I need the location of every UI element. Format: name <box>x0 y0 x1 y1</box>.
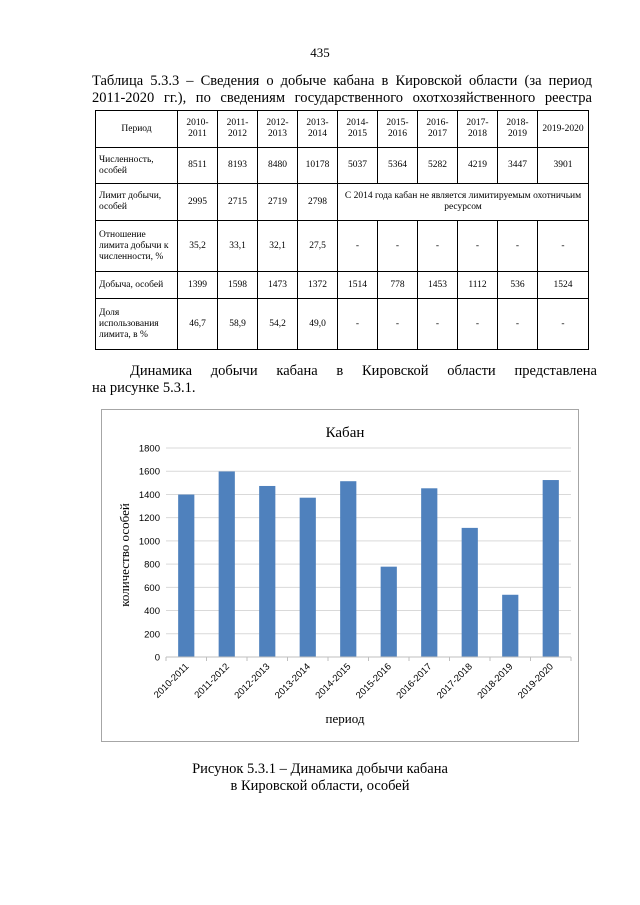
table-cell: 5037 <box>338 148 378 184</box>
table-cell: 1399 <box>178 272 218 299</box>
paragraph-line-1: Динамика добычи кабана в Кировской области представлена <box>130 363 597 379</box>
row-label: Доля использования лимита, в % <box>96 299 178 350</box>
x-tick-label: 2013-2014 <box>272 661 313 702</box>
x-tick-label: 2015-2016 <box>353 661 394 702</box>
chart-canvas <box>102 410 578 741</box>
table-row-population <box>96 148 589 184</box>
table-cell: 1453 <box>418 272 458 299</box>
y-tick-label: 1600 <box>138 466 160 478</box>
table-row-limit-ratio <box>96 221 589 272</box>
boar-harvest-table <box>95 110 589 350</box>
bar <box>259 486 275 657</box>
paragraph-line-2: на рисунке 5.3.1. <box>92 380 196 396</box>
x-tick-label: 2014-2015 <box>313 661 354 702</box>
chart-title: Кабан <box>325 425 365 441</box>
column-header: 2011-2012 <box>218 111 258 148</box>
row-label: Добыча, особей <box>96 272 178 299</box>
table-cell: - <box>338 299 378 350</box>
x-tick-label: 2018-2019 <box>475 661 516 702</box>
table-cell: 8480 <box>258 148 298 184</box>
table-row-harvest <box>96 272 589 299</box>
table-cell: 32,1 <box>258 221 298 272</box>
bar <box>178 495 194 657</box>
table-cell: 2719 <box>258 184 298 221</box>
table-cell: 1514 <box>338 272 378 299</box>
x-tick-label: 2011-2012 <box>192 661 232 701</box>
table-cell: 5282 <box>418 148 458 184</box>
table-cell: 1524 <box>538 272 589 299</box>
table-caption-line-1: Таблица 5.3.3 – Сведения о добыче кабана в Кировской области (за период <box>92 73 592 89</box>
table-cell: - <box>458 299 498 350</box>
table-row-limit <box>96 184 589 221</box>
table-cell: 8511 <box>178 148 218 184</box>
table-cell: - <box>378 299 418 350</box>
table-cell: 536 <box>498 272 538 299</box>
x-tick-labels <box>152 661 556 701</box>
bar <box>219 471 235 657</box>
table-cell: - <box>538 299 589 350</box>
y-tick-label: 400 <box>144 606 160 618</box>
bar <box>340 481 356 657</box>
row-label: Лимит добычи, особей <box>96 184 178 221</box>
figure-caption-line-1: Рисунок 5.3.1 – Динамика добычи кабана <box>192 761 448 777</box>
table-cell: - <box>498 299 538 350</box>
bar <box>300 498 316 657</box>
table-cell: 2715 <box>218 184 258 221</box>
table-cell: 58,9 <box>218 299 258 350</box>
table-cell: - <box>418 299 458 350</box>
table-cell: 35,2 <box>178 221 218 272</box>
column-header: 2012-2013 <box>258 111 298 148</box>
x-axis-label: период <box>325 711 365 726</box>
table-cell: 5364 <box>378 148 418 184</box>
x-tick-label: 2012-2013 <box>232 661 273 702</box>
figure-caption-line-2: в Кировской области, особей <box>230 778 410 794</box>
y-tick-label: 1200 <box>138 513 160 525</box>
table-cell: 1112 <box>458 272 498 299</box>
column-header: 2018-2019 <box>498 111 538 148</box>
table-cell: 10178 <box>298 148 338 184</box>
table-cell: 8193 <box>218 148 258 184</box>
limit-merged-note: С 2014 года кабан не является лимитируемым охотничьим ресурсом <box>338 184 589 221</box>
table-cell: - <box>498 221 538 272</box>
x-tick-label: 2016-2017 <box>394 661 435 702</box>
table-header-row <box>96 111 589 148</box>
table-cell: 27,5 <box>298 221 338 272</box>
table-cell: - <box>338 221 378 272</box>
x-tick-label: 2017-2018 <box>434 661 475 702</box>
bar <box>381 567 397 657</box>
page-number: 435 <box>310 45 330 60</box>
table-cell: 1473 <box>258 272 298 299</box>
table-row-limit-usage <box>96 299 589 350</box>
bar <box>421 488 437 657</box>
table-cell: 49,0 <box>298 299 338 350</box>
table-cell: 3447 <box>498 148 538 184</box>
table-cell: 778 <box>378 272 418 299</box>
table-cell: - <box>378 221 418 272</box>
table-cell: 46,7 <box>178 299 218 350</box>
table-cell: - <box>418 221 458 272</box>
table-cell: 54,2 <box>258 299 298 350</box>
column-header: 2010-2011 <box>178 111 218 148</box>
table-cell: 2798 <box>298 184 338 221</box>
table-cell: - <box>458 221 498 272</box>
table-cell: 1598 <box>218 272 258 299</box>
column-header: 2019-2020 <box>538 111 589 148</box>
table-cell: 33,1 <box>218 221 258 272</box>
table-cell: 4219 <box>458 148 498 184</box>
y-tick-label: 0 <box>154 652 160 664</box>
boar-harvest-chart <box>101 409 579 742</box>
table-cell: - <box>538 221 589 272</box>
table-cell: 1372 <box>298 272 338 299</box>
column-header: 2016-2017 <box>418 111 458 148</box>
y-tick-label: 200 <box>144 629 160 641</box>
column-header: 2015-2016 <box>378 111 418 148</box>
x-tick-label: 2019-2020 <box>515 661 556 702</box>
figure-caption <box>0 761 640 795</box>
table-cell: 3901 <box>538 148 589 184</box>
body-paragraph <box>92 363 597 397</box>
row-label: Отношение лимита добычи к численности, % <box>96 221 178 272</box>
bar <box>502 595 518 657</box>
y-tick-label: 800 <box>144 559 160 571</box>
table-caption-line-2: 2011-2020 гг.), по сведениям государственного охотхозяйственного реестра <box>92 90 592 106</box>
y-tick-label: 1400 <box>138 489 160 501</box>
bar <box>462 528 478 657</box>
column-header: 2013-2014 <box>298 111 338 148</box>
row-label: Численность, особей <box>96 148 178 184</box>
y-tick-labels <box>139 444 160 664</box>
table-cell: 2995 <box>178 184 218 221</box>
bar <box>543 480 559 657</box>
y-tick-label: 1000 <box>138 536 160 548</box>
y-tick-label: 600 <box>144 582 160 594</box>
y-axis-label: количество особей <box>117 503 132 607</box>
table-caption <box>92 73 592 107</box>
y-tick-label: 1800 <box>138 443 160 455</box>
column-header: 2017-2018 <box>458 111 498 148</box>
x-tick-label: 2010-2011 <box>151 661 192 701</box>
column-header: 2014-2015 <box>338 111 378 148</box>
chart-axes <box>166 657 571 661</box>
period-header: Период <box>96 111 178 148</box>
